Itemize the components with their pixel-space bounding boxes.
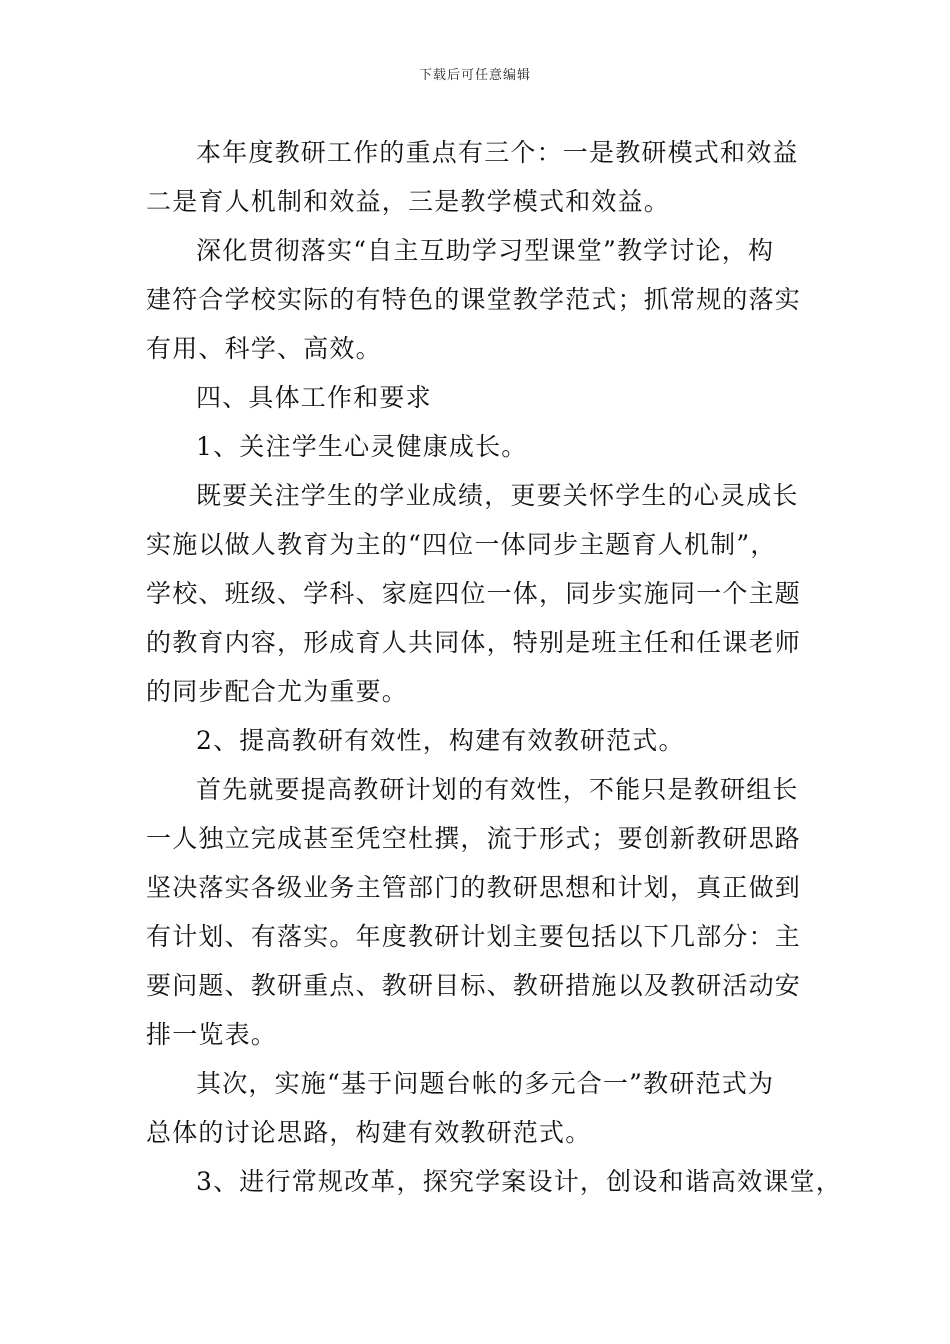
text-line: 的同步配合尤为重要。 bbox=[146, 677, 409, 706]
text-line: 实施以做人教育为主的“四位一体同步主题育人机制”， bbox=[146, 530, 777, 559]
text-line: 有用、科学、高效。 bbox=[146, 334, 382, 363]
text-line: 建符合学校实际的有特色的课堂教学范式；抓常规的落实 bbox=[146, 285, 802, 314]
text-line: 既要关注学生的学业成绩，更要关怀学生的心灵成长 bbox=[196, 481, 799, 510]
text-line: 本年度教研工作的重点有三个：一是教研模式和效益 bbox=[196, 138, 799, 167]
subsection-heading: 3、进行常规改革，探究学案设计，创设和谐高效课堂， bbox=[196, 1167, 842, 1196]
text-line: 二是育人机制和效益，三是教学模式和效益。 bbox=[146, 187, 671, 216]
text-line: 学校、班级、学科、家庭四位一体，同步实施同一个主题 bbox=[146, 579, 802, 608]
document-body bbox=[146, 128, 842, 1206]
subsection-heading: 1、关注学生心灵健康成长。 bbox=[196, 432, 528, 461]
text-line: 有计划、有落实。年度教研计划主要包括以下几部分：主 bbox=[146, 922, 802, 951]
text-line: 坚决落实各级业务主管部门的教研思想和计划，真正做到 bbox=[146, 873, 802, 902]
text-line: 一人独立完成甚至凭空杜撰，流于形式；要创新教研思路 bbox=[146, 824, 802, 853]
text-line: 首先就要提高教研计划的有效性，不能只是教研组长 bbox=[196, 775, 799, 804]
text-line: 的教育内容，形成育人共同体，特别是班主任和任课老师 bbox=[146, 628, 802, 657]
text-line: 排一览表。 bbox=[146, 1020, 278, 1049]
text-line: 其次，实施“基于问题台帐的多元合一”教研范式为 bbox=[196, 1069, 775, 1098]
header-note: 下载后可任意编辑 bbox=[418, 68, 531, 83]
subsection-heading: 2、提高教研有效性，构建有效教研范式。 bbox=[196, 726, 685, 755]
text-line: 总体的讨论思路，构建有效教研范式。 bbox=[146, 1118, 592, 1147]
text-line: 要问题、教研重点、教研目标、教研措施以及教研活动安 bbox=[146, 971, 802, 1000]
text-line: 深化贯彻落实“自主互助学习型课堂”教学讨论，构 bbox=[196, 236, 775, 265]
section-heading: 四、具体工作和要求 bbox=[196, 383, 432, 412]
